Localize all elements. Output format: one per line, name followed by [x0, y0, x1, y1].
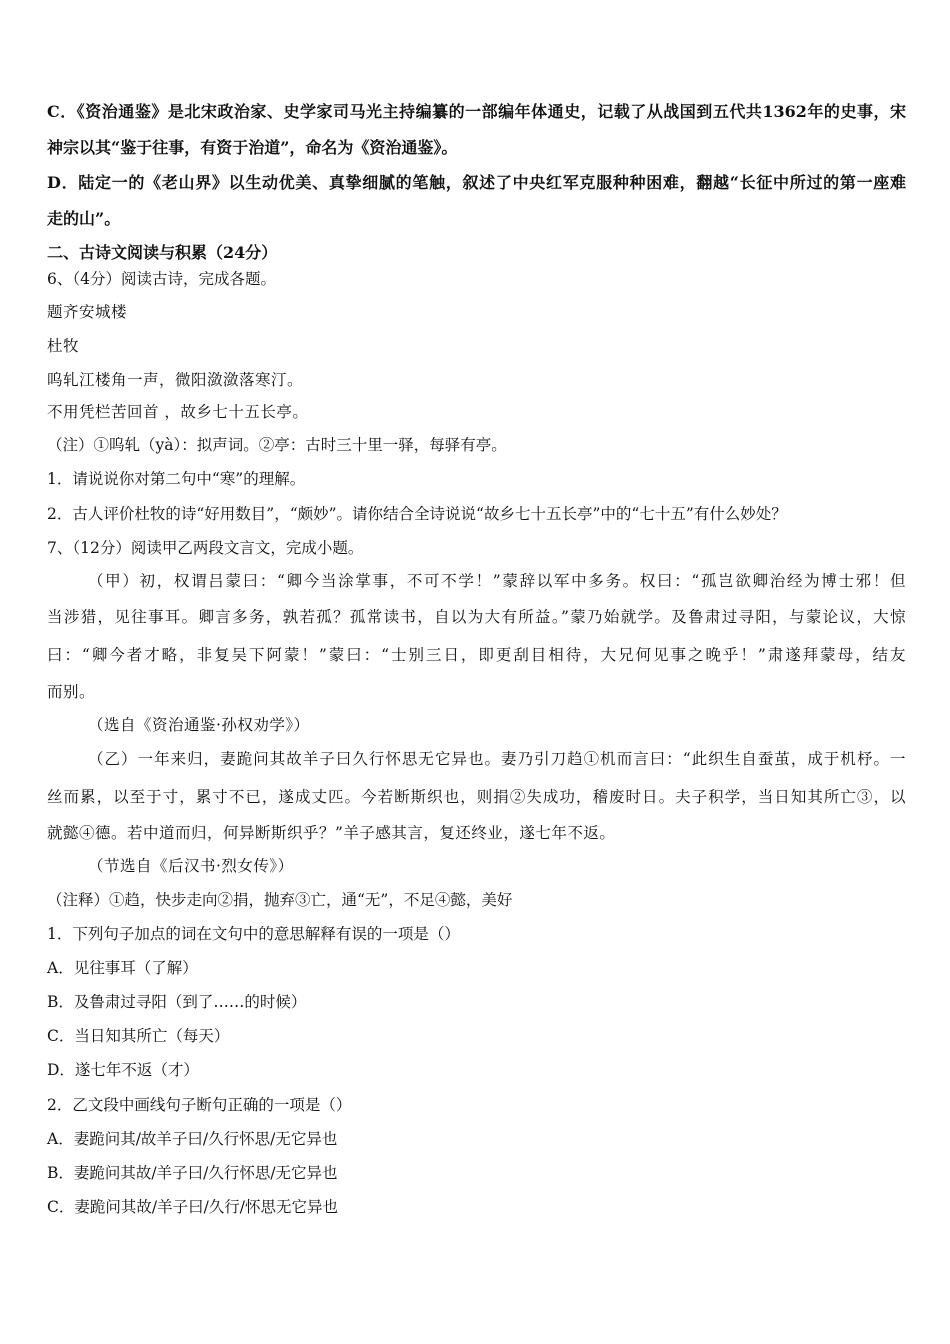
- option-item: C．当日知其所亡（每天）: [47, 1027, 230, 1045]
- option-item: A．见往事耳（了解）: [47, 959, 198, 977]
- passage-jia-line-2: 当涉猎，见往事耳。卿言多务，孰若孤？孤常读书，自以为大有所益。”蒙乃始就学。及鲁肃过寻阳，与蒙论议，大惊: [47, 608, 906, 626]
- poem-title: 题齐安城楼: [47, 303, 128, 321]
- passage-yi-line-1: （乙）一年来归，妻跪问其故羊子曰久行怀思无它异也。妻乃引刀趋①机而言曰：“此织生自蚕茧，成于机杼。一: [88, 750, 906, 768]
- question-7-sub-2: 2．乙文段中画线句子断句正确的一项是（）: [47, 1096, 352, 1114]
- question-6-stem: 6、（4分）阅读古诗，完成各题。: [47, 270, 276, 288]
- passage-jia-source: （选自《资治通鉴·孙权劝学》）: [88, 716, 310, 734]
- option-d-line-1: D．陆定一的《老山界》以生动优美、真挚细腻的笔触，叙述了中央红军克服种种困难，翻越“长征中所过的第一座难: [47, 173, 906, 192]
- option-item: B．及鲁肃过寻阳（到了……的时候）: [47, 993, 307, 1011]
- poem-line-1: 呜轧江楼角一声，微阳潋潋落寒汀。: [47, 371, 304, 389]
- poem-author: 杜牧: [47, 337, 80, 355]
- passage-jia-line-1: （甲）初，权谓吕蒙曰：“卿今当涂掌事，不可不学！”蒙辞以军中多务。权曰：“孤岂欲卿治经为博士邪！但: [88, 572, 906, 590]
- poem-note: （注）①呜轧（yà）：拟声词。②亭：古时三十里一驿，每驿有亭。: [47, 436, 507, 454]
- option-item: C．妻跪问其故/羊子曰/久行/怀思无它异也: [47, 1198, 339, 1216]
- poem-line-2: 不用凭栏苦回首 ，故乡七十五长亭。: [47, 403, 309, 421]
- question-6-sub-2: 2．古人评价杜牧的诗“好用数目”，“颇妙”。请你结合全诗说说“故乡七十五长亭”中的“七十五”有什么妙处？: [47, 505, 787, 523]
- option-item: B．妻跪问其故/羊子曰/久行怀思/无它异也: [47, 1164, 338, 1182]
- section-heading: 二、古诗文阅读与积累（24分）: [47, 243, 278, 262]
- option-item: D．遂七年不返（才）: [47, 1061, 199, 1079]
- question-7-stem: 7、（12分）阅读甲乙两段文言文，完成小题。: [47, 539, 364, 557]
- passage-jia-line-4: 而别。: [47, 683, 96, 701]
- question-6-sub-1: 1．请说说你对第二句中“寒”的理解。: [47, 470, 306, 488]
- passage-yi-line-2: 丝而累，以至于寸，累寸不已，遂成丈匹。今若断斯织也，则捐②失成功，稽废时日。夫子积学，当日知其所亡③，以: [47, 788, 906, 806]
- passage-yi-source: （节选自《后汉书·烈女传》）: [88, 857, 294, 875]
- option-c-line-2: 神宗以其“鉴于往事，有资于治道”，命名为《资治通鉴》。: [47, 138, 458, 157]
- passage-yi-line-3: 就懿④德。若中道而归，何异断斯织乎？”羊子感其言，复还终业，遂七年不返。: [47, 824, 616, 842]
- option-d-line-2: 走的山”。: [47, 209, 121, 228]
- passage-jia-line-3: 曰：“卿今者才略，非复吴下阿蒙！”蒙曰：“士别三日，即更刮目相待，大兄何见事之晚乎！”肃遂拜蒙母，结友: [47, 646, 906, 664]
- passage-notes: （注释）①趋，快步走向②捐，抛弃③亡，通“无”，不足④懿，美好: [47, 891, 513, 909]
- question-7-sub-1: 1．下列句子加点的词在文句中的意思解释有误的一项是（）: [47, 925, 460, 943]
- option-c-line-1: C．《资治通鉴》是北宋政治家、史学家司马光主持编纂的一部编年体通史，记载了从战国到五代共1362年的史事，宋: [47, 102, 906, 121]
- option-item: A．妻跪问其/故羊子曰/久行怀思/无它异也: [47, 1130, 338, 1148]
